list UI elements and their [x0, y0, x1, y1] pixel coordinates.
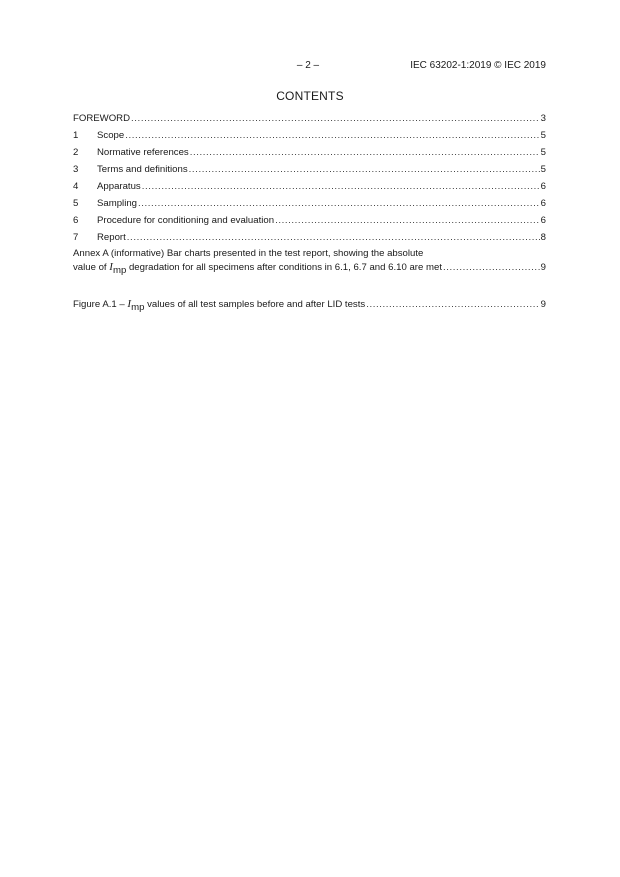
annex-title-text — [73, 260, 443, 275]
toc-entry-number: 4 — [73, 181, 79, 192]
toc-entry-page: 3 — [540, 113, 546, 124]
toc-entry-page: 6 — [540, 215, 546, 226]
toc-entry-page: 5 — [540, 164, 546, 175]
toc-entry-foreword[interactable] — [73, 112, 546, 129]
dot-leader — [443, 261, 540, 275]
toc-entry-title: Sampling — [97, 198, 137, 209]
toc-entry-page: 8 — [540, 232, 546, 243]
toc-entry-page: 6 — [540, 181, 546, 192]
toc-entry-page: 9 — [540, 262, 546, 273]
toc-entry-page: 6 — [540, 198, 546, 209]
annex-title-line1: Annex A (informative) Bar charts presented in the test report, showing the absolute — [73, 248, 424, 259]
toc-entry-title: FOREWORD — [73, 113, 131, 124]
figure-entry-title — [73, 297, 366, 312]
figure-entry-a1[interactable] — [73, 297, 546, 314]
toc-entry-number: 7 — [73, 232, 79, 243]
annex-suffix: degradation for all specimens after conditions in 6.1, 6.7 and 6.10 are met — [126, 262, 442, 273]
toc-entry-terms-and-definitions[interactable] — [73, 163, 546, 180]
contents-heading: CONTENTS — [276, 89, 344, 103]
dot-leader — [366, 298, 539, 312]
dot-leader — [275, 214, 540, 228]
figure-entry-page: 9 — [540, 299, 546, 310]
toc-entry-title: Scope — [97, 130, 125, 141]
toc-entry-page: 5 — [540, 147, 546, 158]
annex-title-line2 — [73, 260, 546, 276]
toc-entry-procedure[interactable] — [73, 214, 546, 231]
toc-entry-number: 2 — [73, 147, 79, 158]
annex-prefix: value of — [73, 262, 110, 273]
toc-entry-title: Normative references — [97, 147, 189, 158]
imp-symbol — [109, 261, 127, 276]
toc-entry-number: 1 — [73, 130, 79, 141]
toc-entry-annex-a[interactable] — [73, 248, 546, 276]
toc-entry-apparatus[interactable] — [73, 180, 546, 197]
toc-entry-number: 6 — [73, 215, 79, 226]
imp-symbol — [127, 298, 145, 313]
toc-entry-number: 3 — [73, 164, 79, 175]
imp-symbol-sub: mp — [131, 302, 145, 313]
page-number: – 2 – — [296, 60, 320, 71]
dot-leader — [190, 146, 540, 160]
table-of-contents — [73, 112, 546, 276]
toc-entry-title: Terms and definitions — [97, 164, 188, 175]
toc-entry-report[interactable] — [73, 231, 546, 248]
standard-id: IEC 63202-1:2019 © IEC 2019 — [410, 60, 546, 71]
dot-leader — [131, 112, 540, 126]
dot-leader — [138, 197, 540, 211]
toc-entry-title: Apparatus — [97, 181, 141, 192]
figure-suffix: values of all test samples before and after LID tests — [144, 299, 366, 310]
dot-leader — [125, 129, 539, 143]
list-of-figures — [73, 297, 546, 314]
toc-entry-number: 5 — [73, 198, 79, 209]
dot-leader — [142, 180, 540, 194]
toc-entry-title: Report — [97, 232, 126, 243]
toc-entry-title: Procedure for conditioning and evaluation — [97, 215, 275, 226]
toc-entry-sampling[interactable] — [73, 197, 546, 214]
toc-entry-page: 5 — [540, 130, 546, 141]
dot-leader — [189, 163, 540, 177]
toc-entry-scope[interactable] — [73, 129, 546, 146]
dot-leader — [127, 231, 540, 245]
toc-entry-normative-references[interactable] — [73, 146, 546, 163]
figure-prefix: Figure A.1 – — [73, 299, 128, 310]
imp-symbol-main: I — [127, 298, 132, 310]
imp-symbol-main: I — [109, 261, 113, 273]
imp-symbol-sub: mp — [112, 265, 127, 276]
